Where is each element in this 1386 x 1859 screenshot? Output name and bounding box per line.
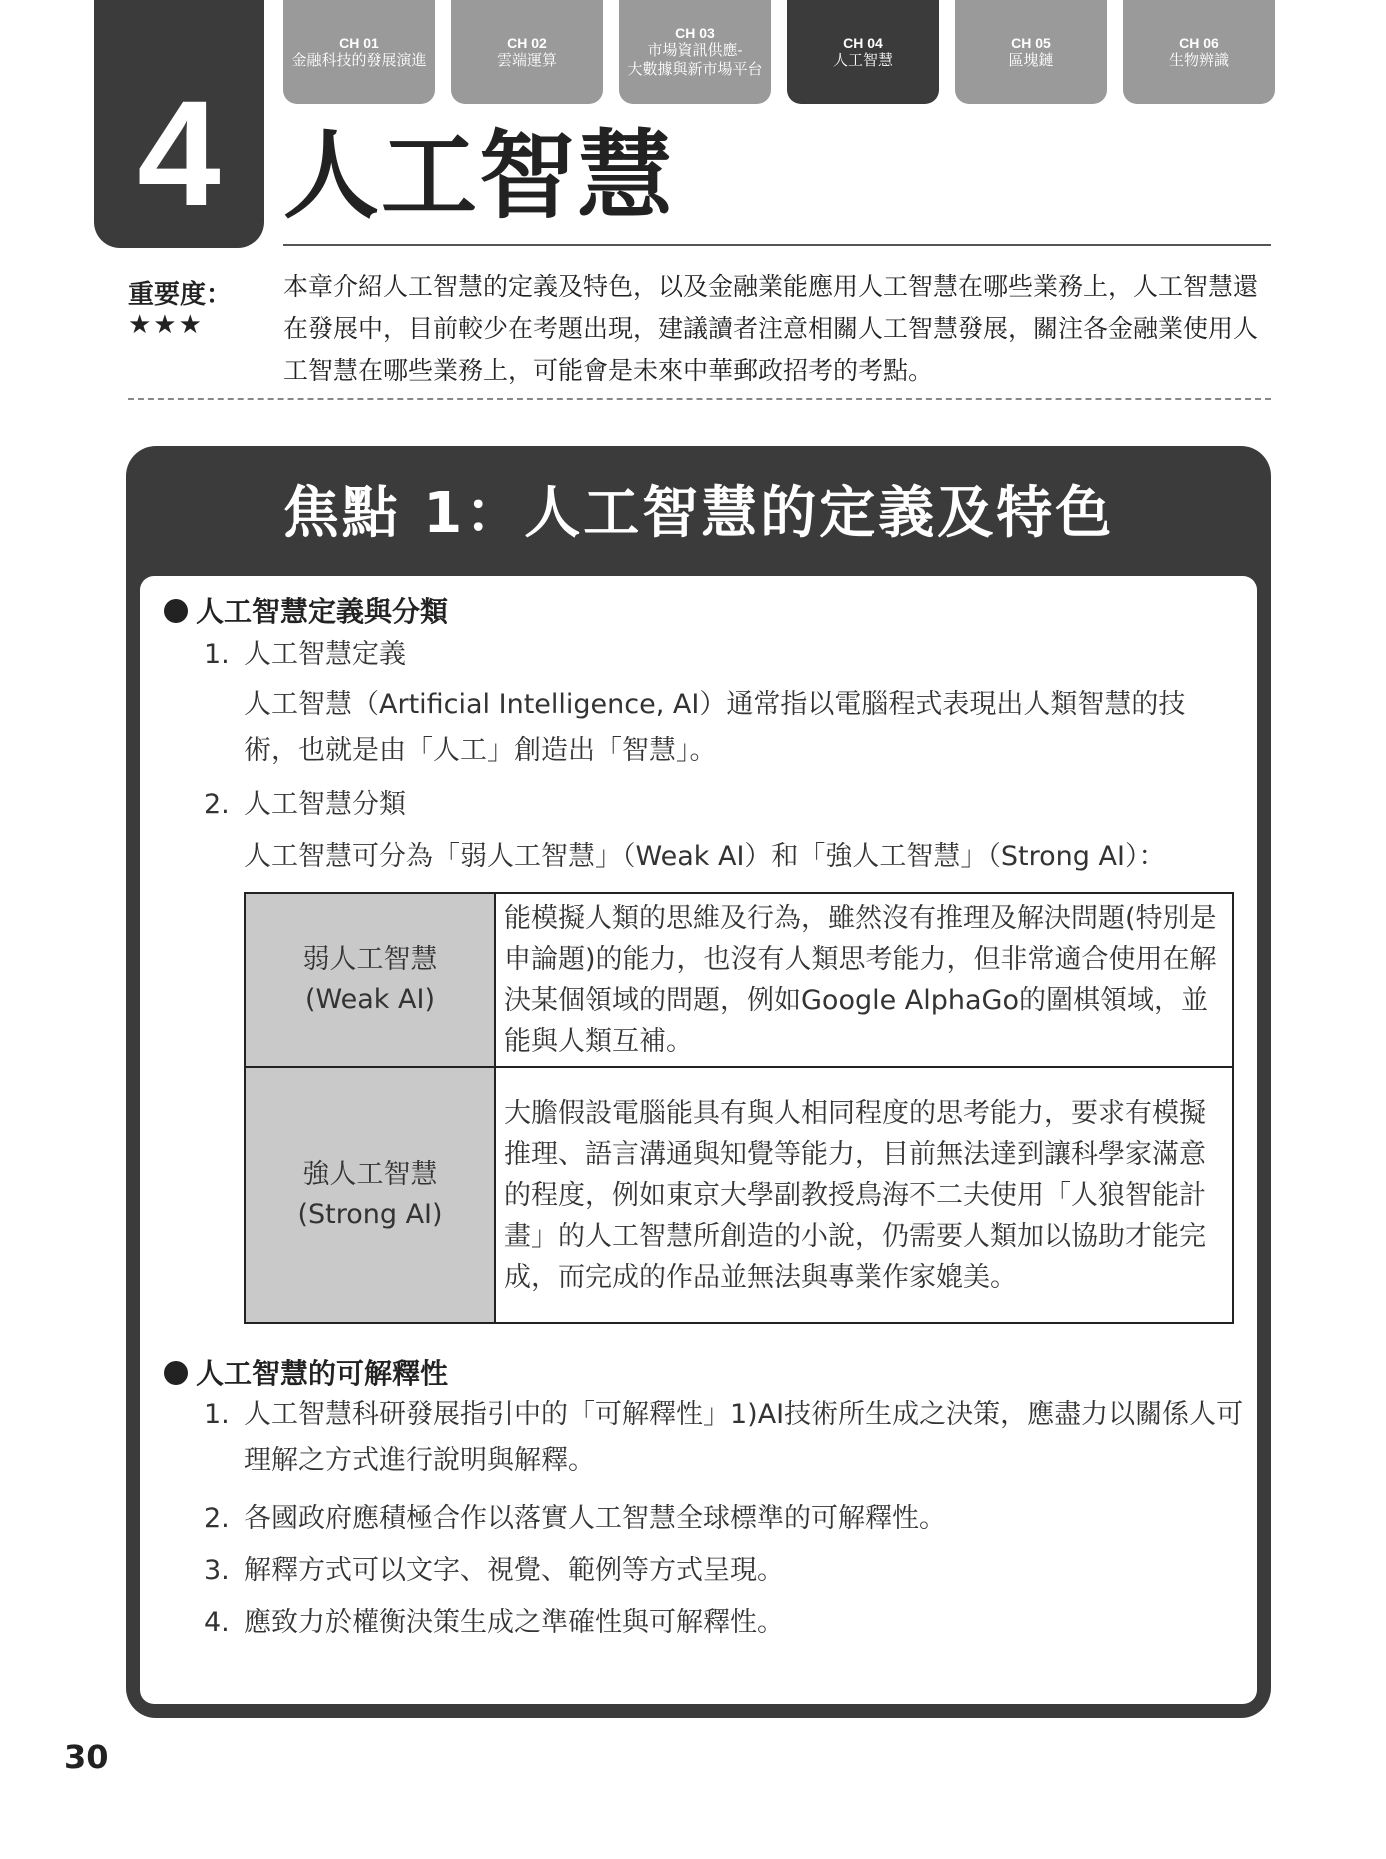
table-term-cell <box>245 893 495 1067</box>
tab-ch-label: CH 04 <box>843 34 883 51</box>
term-en: (Weak AI) <box>305 984 435 1015</box>
item-number: 4. <box>204 1607 230 1638</box>
importance-stars: ★★★ <box>128 310 204 340</box>
item-number: 2. <box>204 789 230 820</box>
item-text: 應致力於權衡決策生成之準確性與可解釋性。 <box>244 1607 784 1638</box>
title-divider <box>283 244 1271 246</box>
tab-ch06[interactable] <box>1123 0 1275 104</box>
tab-title: 人工智慧 <box>832 51 893 69</box>
table-term-cell <box>245 1067 495 1323</box>
chapter-number-block <box>94 0 264 248</box>
page-number: 30 <box>64 1738 109 1776</box>
chapter-number: 4 <box>137 69 221 237</box>
focus-content <box>140 576 1257 1704</box>
tab-ch-label: CH 02 <box>507 34 547 51</box>
item-title: 人工智慧分類 <box>244 789 406 820</box>
section-heading-definition <box>164 590 448 630</box>
term-zh: 弱人工智慧 <box>302 944 438 975</box>
tab-ch03[interactable] <box>619 0 771 104</box>
item-text: 人工智慧科研發展指引中的「可解釋性」1)AI技術所生成之決策，應盡力以關係人可理解之方式進行說明與解釋。 <box>244 1399 1244 1476</box>
bullet-dot-icon <box>164 1361 188 1385</box>
tab-ch-label: CH 06 <box>1179 34 1219 51</box>
tab-ch-label: CH 03 <box>675 25 715 42</box>
chapter-title: 人工智慧 <box>283 120 675 232</box>
list-item <box>204 1600 1224 1646</box>
list-item <box>204 1392 1264 1484</box>
item-text: 解釋方式可以文字、視覺、範例等方式呈現。 <box>244 1555 784 1586</box>
tab-title: 金融科技的發展演進 <box>291 51 427 69</box>
chapter-tabs <box>283 0 1275 105</box>
tab-title: 雲端運算 <box>496 51 557 69</box>
chapter-intro: 本章介紹人工智慧的定義及特色，以及金融業能應用人工智慧在哪些業務上，人工智慧還在發展中，目前較少在考題出現，建議讀者注意相關人工智慧發展，關注各金融業使用人工智慧在哪些業務上，可能會是未來中華郵政招考的考點。 <box>283 272 1259 385</box>
section-heading-text: 人工智慧的可解釋性 <box>196 1357 449 1390</box>
table-row <box>245 1067 1233 1323</box>
item-text: 各國政府應積極合作以落實人工智慧全球標準的可解釋性。 <box>244 1503 946 1534</box>
section-heading-explainability <box>164 1352 448 1392</box>
tab-title: 市場資訊供應- 大數據與新市場平台 <box>627 42 763 79</box>
bullet-dot-icon <box>164 599 188 623</box>
item-title: 人工智慧定義 <box>244 639 406 670</box>
list-item <box>204 1548 1224 1594</box>
term-en: (Strong AI) <box>297 1199 443 1230</box>
dashed-divider <box>128 398 1271 400</box>
item-number: 1. <box>204 1399 230 1430</box>
focus-title: 焦點 1：人工智慧的定義及特色 <box>282 481 1115 546</box>
item-body: 人工智慧可分為「弱人工智慧」（Weak AI）和「強人工智慧」（Strong AI）： <box>244 841 1166 872</box>
item-number: 1. <box>204 639 230 670</box>
tab-title: 區塊鏈 <box>1008 51 1054 69</box>
table-desc-cell: 大膽假設電腦能具有與人相同程度的思考能力，要求有模擬推理、語言溝通與知覺等能力，目前無法達到讓科學家滿意的程度，例如東京大學副教授鳥海不二夫使用「人狼智能計畫」的人工智慧所創造的小說，仍需要人類加以協助才能完成，而完成的作品並無法與專業作家媲美。 <box>495 1067 1233 1323</box>
table-desc-cell: 能模擬人類的思維及行為，雖然沒有推理及解決問題(特別是申論題)的能力，也沒有人類思考能力，但非常適合使用在解決某個領域的問題，例如Google AlphaGo的圍棋領域，並能與人類互補。 <box>495 893 1233 1067</box>
list-item <box>204 1496 1224 1542</box>
tab-ch05[interactable] <box>955 0 1107 104</box>
section-heading-text: 人工智慧定義與分類 <box>196 595 449 628</box>
ai-classification-table <box>244 892 1234 1324</box>
importance-label: 重要度： <box>128 280 233 310</box>
list-item <box>204 782 1224 828</box>
focus-box <box>126 446 1271 1718</box>
tab-ch01[interactable] <box>283 0 435 104</box>
tab-ch04[interactable] <box>787 0 939 104</box>
table-row <box>245 893 1233 1067</box>
tab-ch-label: CH 01 <box>339 34 379 51</box>
tab-title: 生物辨識 <box>1168 51 1229 69</box>
tab-ch-label: CH 05 <box>1011 34 1051 51</box>
item-number: 3. <box>204 1555 230 1586</box>
list-item <box>204 632 1224 678</box>
item-number: 2. <box>204 1503 230 1534</box>
term-zh: 強人工智慧 <box>302 1159 438 1190</box>
item-body: 人工智慧（Artificial Intelligence, AI）通常指以電腦程式表現出人類智慧的技術，也就是由「人工」創造出「智慧」。 <box>244 689 1186 766</box>
tab-ch02[interactable] <box>451 0 603 104</box>
